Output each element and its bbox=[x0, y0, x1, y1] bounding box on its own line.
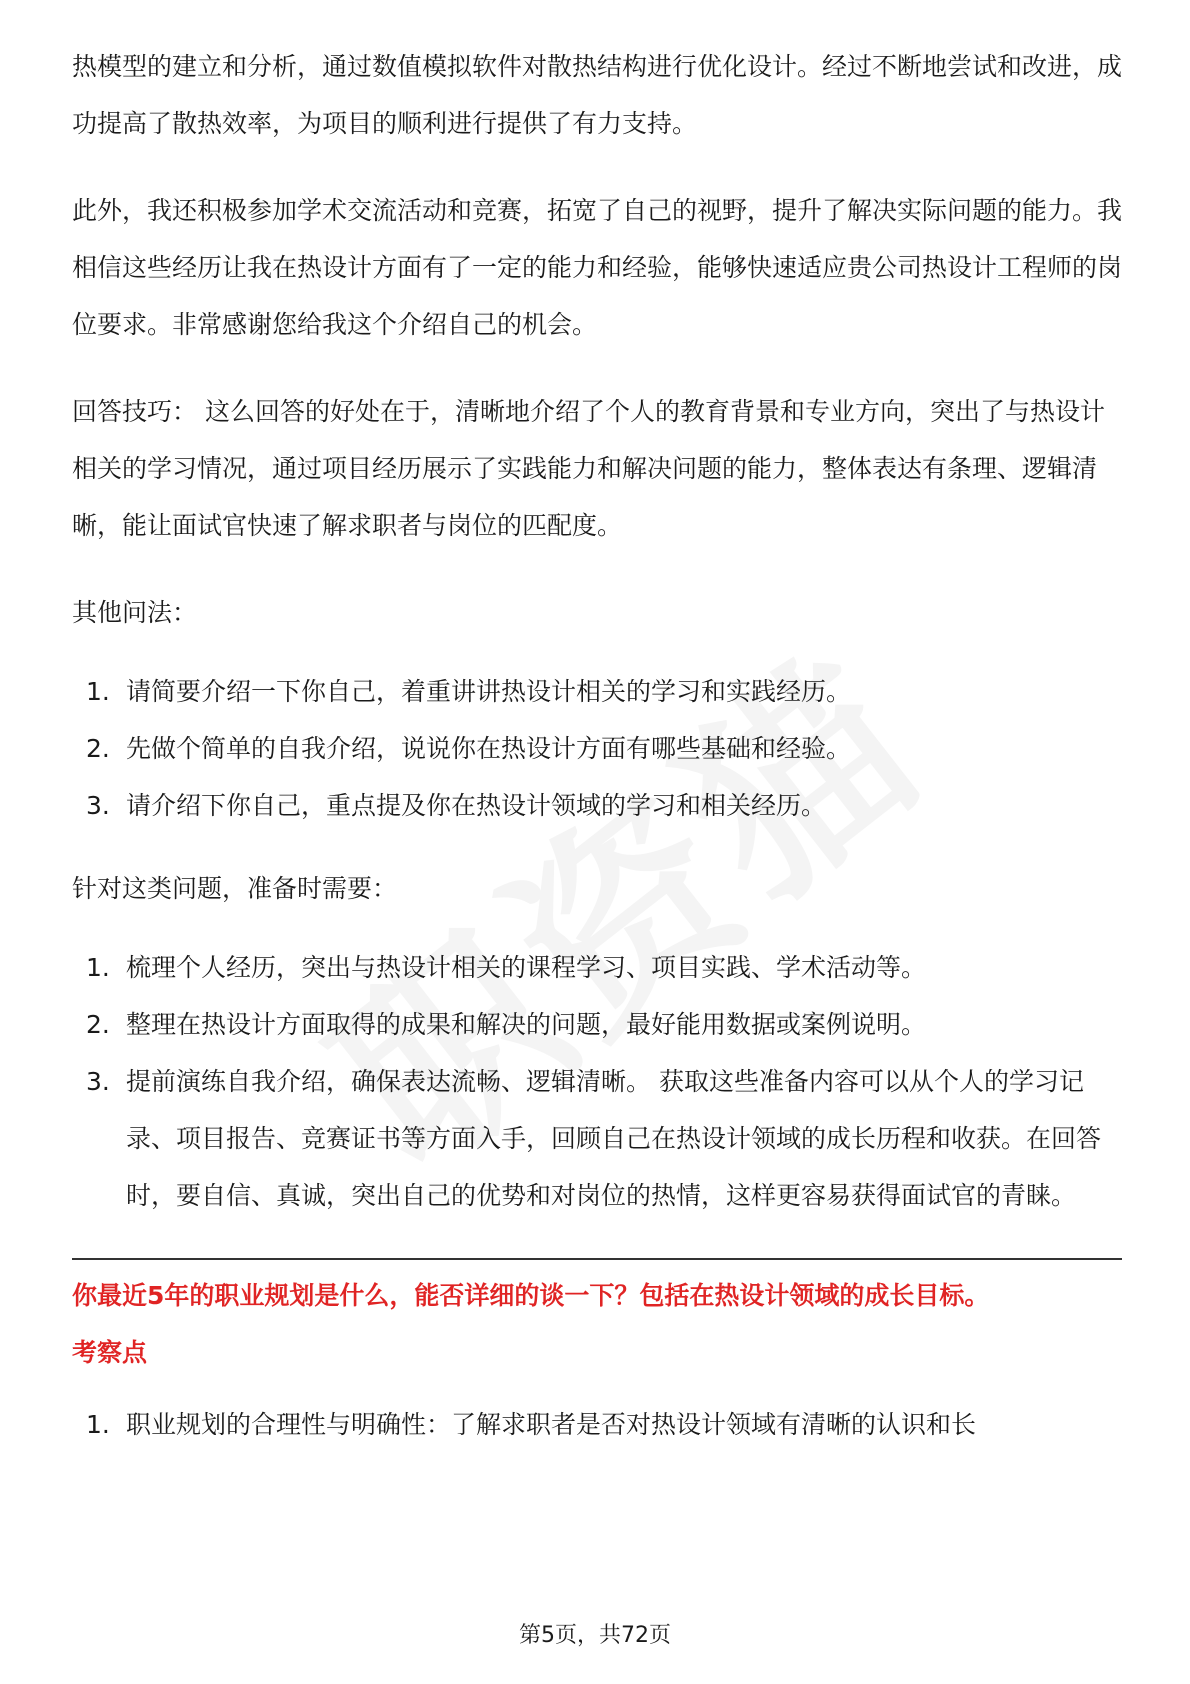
list-item-text: 职业规划的合理性与明确性：了解求职者是否对热设计领域有清晰的认识和长 bbox=[126, 1410, 977, 1439]
other-questions-list bbox=[72, 663, 1122, 834]
list-item-number: 3. bbox=[86, 791, 110, 820]
list-item-number: 2. bbox=[86, 1010, 110, 1039]
list-item-text: 先做个简单的自我介绍，说说你在热设计方面有哪些基础和经验。 bbox=[126, 734, 852, 763]
list-item bbox=[72, 1396, 1122, 1453]
list-item-text: 梳理个人经历，突出与热设计相关的课程学习、项目实践、学术活动等。 bbox=[126, 953, 927, 982]
answer-tips-paragraph: 回答技巧： 这么回答的好处在于，清晰地介绍了个人的教育背景和专业方向，突出了与热设计相关的学习情况，通过项目经历展示了实践能力和解决问题的能力，整体表达有条理、逻辑清晰，能让面试官快速了解求职者与岗位的匹配度。 bbox=[72, 397, 1105, 540]
list-item-text: 请介绍下你自己，重点提及你在热设计领域的学习和相关经历。 bbox=[126, 791, 827, 820]
list-item-number: 1. bbox=[86, 953, 110, 982]
list-item-number: 3. bbox=[86, 1067, 110, 1096]
list-item-text: 整理在热设计方面取得的成果和解决的问题，最好能用数据或案例说明。 bbox=[126, 1010, 927, 1039]
other-questions-heading: 其他问法： bbox=[72, 598, 198, 627]
list-item-number: 1. bbox=[86, 1410, 110, 1439]
exam-points-list bbox=[72, 1396, 1122, 1453]
preparation-heading: 针对这类问题，准备时需要： bbox=[72, 874, 398, 903]
list-item bbox=[72, 939, 1122, 996]
list-item bbox=[72, 663, 1122, 720]
page-footer: 第5页，共72页 bbox=[519, 1623, 671, 1648]
question-heading: 你最近5年的职业规划是什么，能否详细的谈一下？包括在热设计领域的成长目标。 bbox=[72, 1281, 990, 1310]
exam-points-heading: 考察点 bbox=[72, 1338, 148, 1367]
page-content bbox=[72, 38, 1122, 1453]
list-item bbox=[72, 1053, 1122, 1224]
list-item bbox=[72, 777, 1122, 834]
preparation-list bbox=[72, 939, 1122, 1224]
section-divider bbox=[72, 1258, 1122, 1260]
list-item bbox=[72, 996, 1122, 1053]
extra-paragraph: 此外，我还积极参加学术交流活动和竞赛，拓宽了自己的视野，提升了解决实际问题的能力。我相信这些经历让我在热设计方面有了一定的能力和经验，能够快速适应贵公司热设计工程师的岗位要求。非常感谢您给我这个介绍自己的机会。 bbox=[72, 196, 1123, 339]
list-item bbox=[72, 720, 1122, 777]
list-item-number: 1. bbox=[86, 677, 110, 706]
intro-continuation-paragraph: 热模型的建立和分析，通过数值模拟软件对散热结构进行优化设计。经过不断地尝试和改进，成功提高了散热效率，为项目的顺利进行提供了有力支持。 bbox=[72, 52, 1123, 138]
list-item-number: 2. bbox=[86, 734, 110, 763]
list-item-text: 请简要介绍一下你自己，着重讲讲热设计相关的学习和实践经历。 bbox=[126, 677, 852, 706]
list-item-text: 提前演练自我介绍，确保表达流畅、逻辑清晰。 获取这些准备内容可以从个人的学习记录、项目报告、竞赛证书等方面入手，回顾自己在热设计领域的成长历程和收获。在回答时，要自信、真诚，突出自己的优势和对岗位的热情，这样更容易获得面试官的青睐。 bbox=[126, 1067, 1102, 1210]
